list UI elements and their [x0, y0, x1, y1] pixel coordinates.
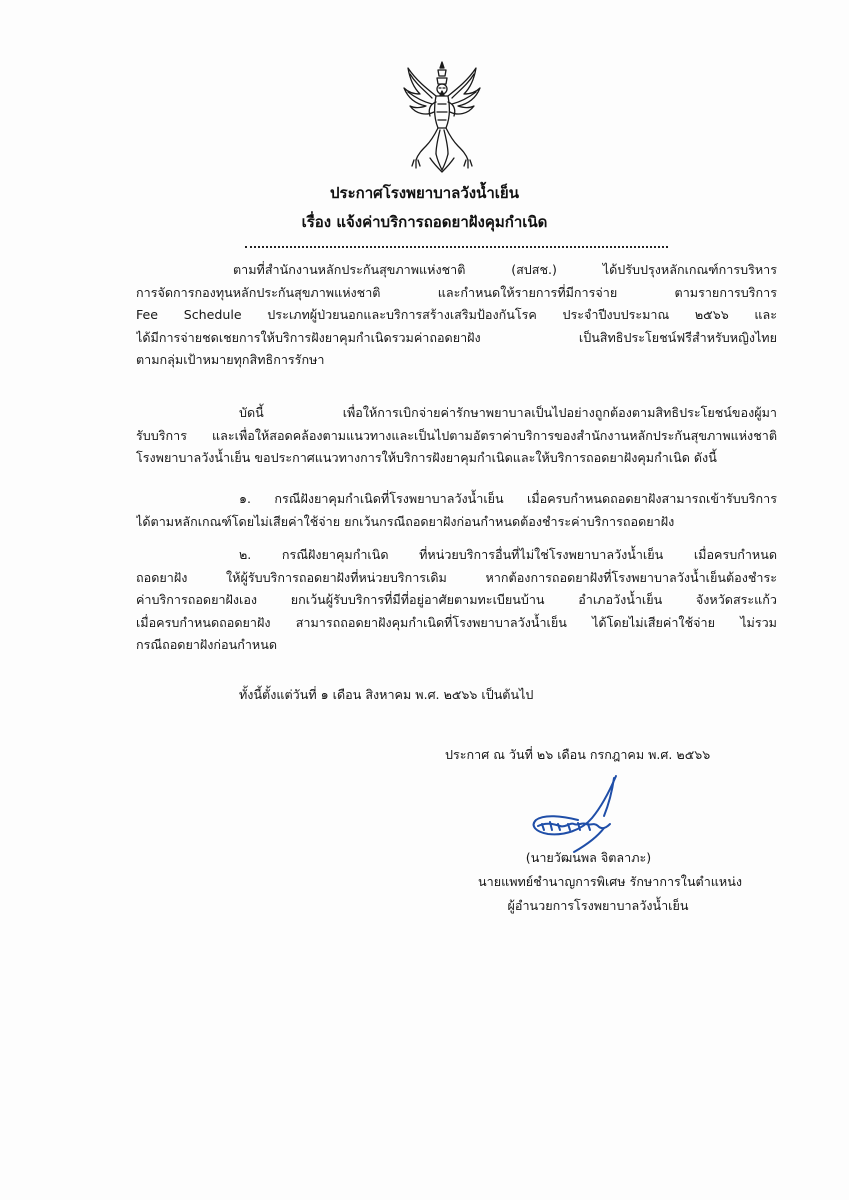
signer-position: นายแพทย์ชำนาญการพิเศษ รักษาการในตำแหน่ง	[478, 874, 742, 889]
paragraph-item-1	[136, 488, 777, 533]
text-line: ตามกลุ่มเป้าหมายทุกสิทธิการรักษา	[136, 352, 325, 367]
text-line: ๒. กรณีฝังยาคุมกำเนิด ที่หน่วยบริการอื่นที่ไม่ใช่โรงพยาบาลวังน้ำเย็น เมื่อครบกำหนด	[239, 547, 777, 562]
text-line: การจัดการกองทุนหลักประกันสุขภาพแห่งชาติ และกำหนดให้รายการที่มีการจ่าย ตามรายการบริการ	[136, 284, 777, 300]
signature-block	[450, 846, 770, 918]
document-title: ประกาศโรงพยาบาลวังน้ำเย็น	[330, 184, 519, 202]
text-line: ได้ตามหลักเกณฑ์โดยไม่เสียค่าใช้จ่าย ยกเว้นกรณีถอดยาฝังก่อนกำหนดต้องชำระค่าบริการถอดยาฝัง	[136, 513, 675, 529]
text-line: ได้มีการจ่ายชดเชยการให้บริการฝังยาคุมกำเนิดรวมค่าถอดยาฝัง เป็นสิทธิประโยชน์ฟรีสำหรับหญิงไทย	[136, 329, 777, 345]
announce-date: ประกาศ ณ วันที่ ๒๖ เดือน กรกฎาคม พ.ศ. ๒๕๖๖	[445, 747, 711, 762]
effective-date: ทั้งนี้ตั้งแต่วันที่ ๑ เดือน สิงหาคม พ.ศ. ๒๕๖๖ เป็นต้นไป	[239, 687, 534, 702]
signer-name: (นายวัฒนพล จิตลาภะ)	[525, 850, 652, 865]
text-line: ค่าบริการถอดยาฝังเอง ยกเว้นผู้รับบริการที่มีที่อยู่อาศัยตามทะเบียนบ้าน อำเภอวังน้ำเย็น จังหวัดสระแก้ว	[136, 592, 777, 607]
text-line: เมื่อครบกำหนดถอดยาฝัง สามารถถอดยาฝังคุมกำเนิดที่โรงพยาบาลวังน้ำเย็น ได้โดยไม่เสียค่าใช้จ่าย ไม่รวม	[136, 614, 777, 630]
document-subject: เรื่อง แจ้งค่าบริการถอดยาฝังคุมกำเนิด	[301, 213, 548, 231]
text-line: โรงพยาบาลวังน้ำเย็น ขอประกาศแนวทางการให้บริการฝังยาคุมกำเนิดและให้บริการถอดยาฝังคุมกำเนิด ดังนี้	[136, 450, 717, 465]
text-line: ถอดยาฝัง ให้ผู้รับบริการถอดยาฝังที่หน่วยบริการเดิม หากต้องการถอดยาฝังที่โรงพยาบาลวังน้ำเย็นต้องชำระ	[136, 569, 777, 585]
text-line: บัดนี้ เพื่อให้การเบิกจ่ายค่ารักษาพยาบาลเป็นไปอย่างถูกต้องตามสิทธิประโยชน์ของผู้มา	[239, 405, 777, 420]
text-line: รับบริการ และเพื่อให้สอดคล้องตามแนวทางและเป็นไปตามอัตราค่าบริการของสำนักงานหลักประกันสุขภาพแห่งชาติ	[136, 427, 777, 443]
paragraph-background	[136, 259, 777, 372]
paragraph-announcement	[136, 402, 777, 470]
text-line: กรณีถอดยาฝังก่อนกำหนด	[136, 637, 278, 652]
garuda-emblem-icon	[400, 58, 484, 176]
text-line: ตามที่สำนักงานหลักประกันสุขภาพแห่งชาติ (สปสช.) ได้ปรับปรุงหลักเกณฑ์การบริหาร	[233, 262, 777, 277]
signer-title: ผู้อำนวยการโรงพยาบาลวังน้ำเย็น	[507, 898, 689, 913]
paragraph-item-2	[136, 544, 777, 657]
title-divider	[245, 246, 668, 248]
text-line: ๑. กรณีฝังยาคุมกำเนิดที่โรงพยาบาลวังน้ำเย็น เมื่อครบกำหนดถอดยาฝังสามารถเข้ารับบริการ	[239, 491, 777, 506]
text-line: Fee Schedule ประเภทผู้ป่วยนอกและบริการสร้างเสริมป้องกันโรค ประจำปีงบประมาณ ๒๕๖๖ และ	[136, 307, 777, 322]
